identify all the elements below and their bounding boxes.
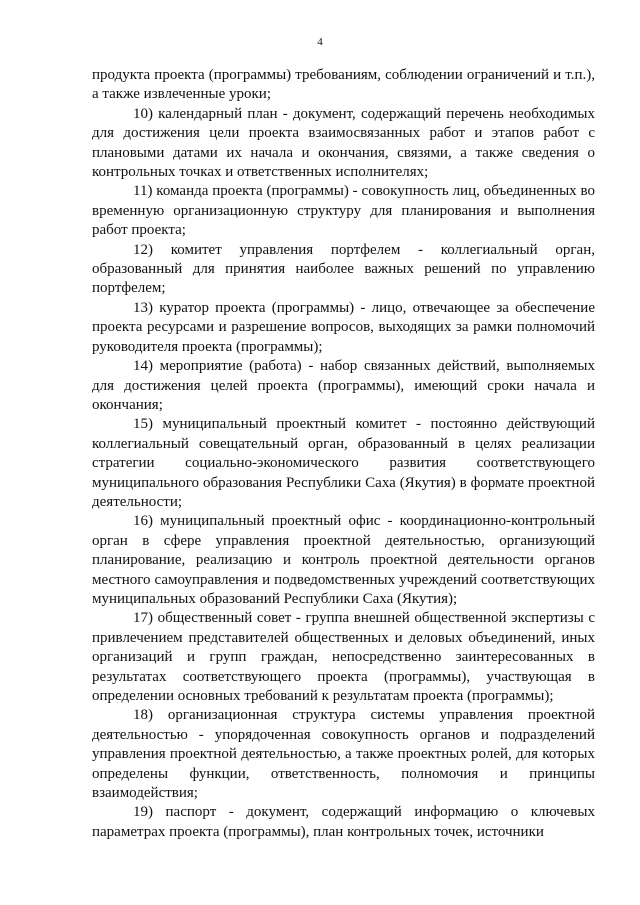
definition-12-portfolio-committee: 12) комитет управления портфелем - коллегиальный орган, образованный для принятия наиболее важных решений по управлению портфелем;	[92, 241, 595, 297]
definition-16-municipal-project-office: 16) муниципальный проектный офис - координационно-контрольный орган в сфере управления проектной деятельностью, организующий планирование, реализацию и контроль проектной деятельности органов местного самоуправления и подведомственных учреждений соответствующих муниципальных образований Республики Саха (Якутия);	[92, 513, 595, 607]
definition-18-organizational-structure: 18) организационная структура системы управления проектной деятельностью - упорядоченная совокупность органов и подразделений управления проектной деятельностью, а также проектных ролей, для которых определены функции, ответственность, полномочия и принципы взаимодействия;	[92, 707, 595, 802]
definition-14-activity: 14) мероприятие (работа) - набор связанных действий, выполняемых для достижения целей проекта (программы), имеющий сроки начала и окончания;	[92, 358, 595, 413]
page-number: 4	[317, 36, 323, 48]
definition-19-passport: 19) паспорт - документ, содержащий информацию о ключевых параметрах проекта (программы), план контрольных точек, источники	[92, 804, 595, 840]
definition-15-municipal-project-committee: 15) муниципальный проектный комитет - постоянно действующий коллегиальный совещательный орган, образованный в целях реализации стратегии социально-экономического развития соответствующего муниципального образования Республики Саха (Якутия) в формате проектной деятельности;	[92, 416, 595, 510]
definition-11-project-team: 11) команда проекта (программы) - совокупность лиц, объединенных во временную организационную структуру для планирования и выполнения работ проекта;	[92, 183, 595, 239]
paragraph-continuation: продукта проекта (программы) требованиям, соблюдении ограничений и т.п.), а также извлеченные уроки;	[92, 67, 595, 103]
definition-10-calendar-plan: 10) календарный план - документ, содержащий перечень необходимых для достижения цели проекта взаимосвязанных работ и этапов работ с плановыми датами их начала и окончания, связями, а также сведения о контрольных точках и ответственных исполнителях;	[92, 105, 595, 181]
definition-13-project-curator: 13) куратор проекта (программы) - лицо, отвечающее за обеспечение проекта ресурсами и разрешение вопросов, выходящих за рамки полномочий руководителя проекта (программы);	[92, 299, 595, 355]
document-body	[92, 66, 595, 842]
definition-17-public-council: 17) общественный совет - группа внешней общественной экспертизы с привлечением представителей общественных и деловых объединений, иных организаций и групп граждан, непосредственно заинтересованных в результатах соответствующего проекта (программы), участвующая в определении основных требований к результатам проекта (программы);	[92, 610, 595, 704]
